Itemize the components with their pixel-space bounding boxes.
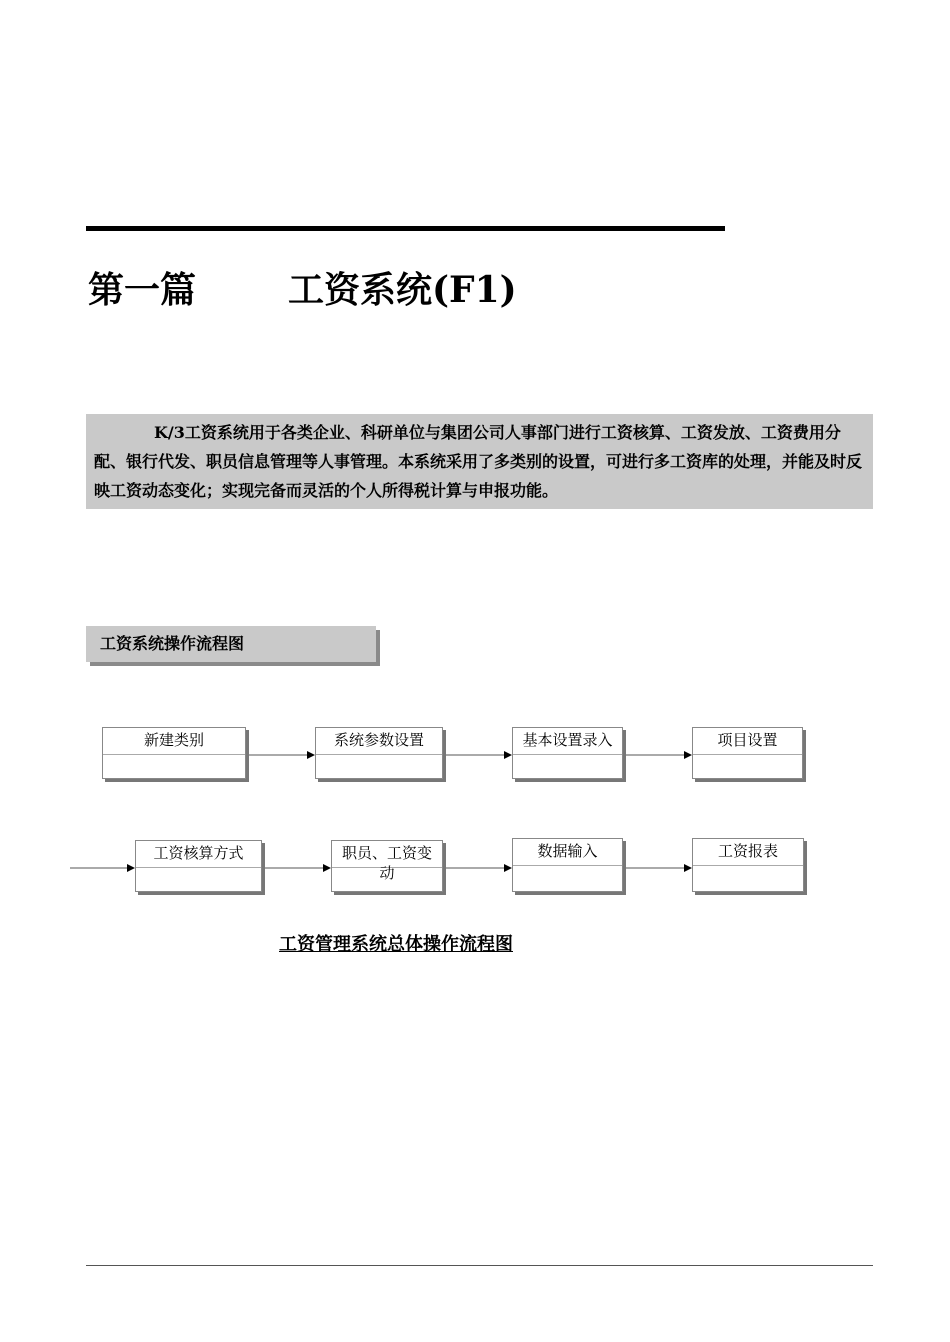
chapter-number: 第一篇 (88, 269, 197, 311)
flow-box-item-settings (692, 727, 803, 779)
flow-box-label: 工资报表 (717, 842, 778, 860)
flow-box-system-params (315, 727, 443, 779)
diagram-caption: 工资管理系统总体操作流程图 (279, 934, 513, 955)
flow-box-label: 数据输入 (537, 842, 598, 860)
chapter-name: 工资系统(F1) (288, 269, 517, 311)
flow-box-label: 项目设置 (717, 731, 778, 749)
bottom-rule (86, 1265, 873, 1266)
flow-box-new-category (102, 727, 246, 779)
flow-box-label: 基本设置录入 (522, 731, 613, 749)
intro-paragraph: K/3工资系统用于各类企业、科研单位与集团公司人事部门进行工资核算、工资发放、工资费用分配、银行代发、职员信息管理等人事管理。本系统采用了多类别的设置，可进行多工资库的处理，并能及时反映工资动态变化；实现完备而灵活的个人所得税计算与申报功能。 (86, 414, 873, 509)
flow-box-salary-report (692, 838, 804, 892)
flow-box-label: 职员、工资变动 (341, 844, 432, 882)
flow-box-data-input (512, 838, 623, 892)
flow-box-label: 工资核算方式 (153, 844, 244, 862)
section-label: 工资系统操作流程图 (86, 626, 376, 662)
flow-box-calc-method (135, 840, 262, 892)
flow-box-staff-change (331, 840, 443, 892)
flow-box-label: 系统参数设置 (333, 731, 424, 749)
flow-box-label: 新建类别 (143, 731, 204, 749)
flow-box-basic-settings (512, 727, 623, 779)
